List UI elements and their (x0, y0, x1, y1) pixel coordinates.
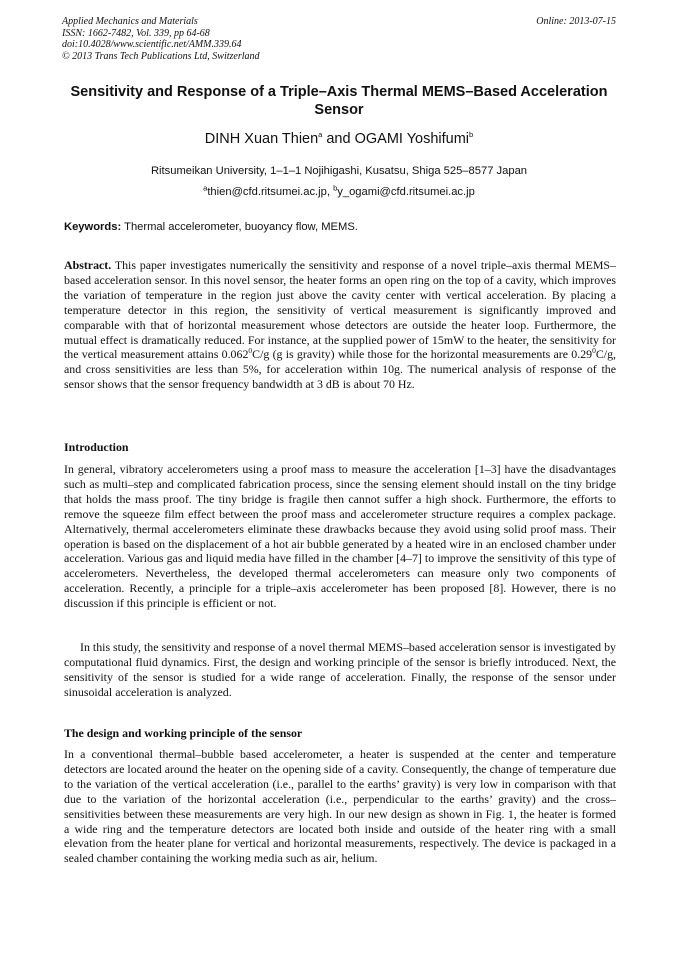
abstract-text-3: C/g, and cross sensitivities are less than 5%, for acceleration within 10g. The numerical analysis of response of the sensor shows that the sensor frequency bandwidth at 3 dB is about 70 Hz. (64, 347, 616, 392)
author-2: OGAMI Yoshifumi (354, 131, 470, 147)
issn-line: ISSN: 1662-7482, Vol. 339, pp 64-68 (62, 27, 210, 39)
keywords (64, 219, 616, 235)
journal-header (62, 16, 616, 62)
abstract-label: Abstract. (64, 258, 112, 272)
degree-superscript-1: 0 (248, 346, 253, 356)
email-a[interactable]: thien@cfd.ritsumei.ac.jp (207, 186, 327, 198)
copyright-line: © 2013 Trans Tech Publications Ltd, Switzerland (62, 50, 260, 62)
journal-name: Applied Mechanics and Materials (62, 16, 198, 27)
author-conjunction: and (322, 131, 355, 147)
introduction-heading: Introduction (64, 440, 129, 454)
email-b-superscript: b (333, 183, 338, 193)
online-date: Online: 2013-07-15 (536, 16, 616, 27)
degree-superscript-2: 0 (592, 346, 596, 356)
author-line (62, 130, 616, 148)
introduction-paragraph-2 (64, 640, 616, 700)
introduction-paragraph-2-text: In this study, the sensitivity and response of a novel thermal MEMS–based acceleration sensor is investigated by computational fluid dynamics. First, the design and working principle of the sensor is briefly introduced. Next, the sensitivity of the sensor is studied for a wide range of acceleration. Finally, the response of the sensor under sinusoidal acceleration is analyzed. (64, 640, 616, 699)
introduction-paragraph-1: In general, vibratory accelerometers using a proof mass to measure the acceleration [1–3] have the disadvantages such as multi–step and complicated fabrication process, since the sensing element should install on the tiny bridge that holds the mass proof. The tiny bridge is fragile then cannot suffer a high shock. Furthermore, the efforts to remove the squeeze film effect between the proof mass and accelerometer structure requires a complex package. Alternatively, thermal accelerometers eliminate these drawbacks because they avoid using solid proof mass. Their operation is based on the displacement of a hot air bubble generated by a heated wire in an enclosed chamber under acceleration. Various gas and liquid media have filled in the chamber [4–7] to improve the sensitivity of this type of accelerometers. Nevertheless, the developed thermal accelerometers can measure only two components of acceleration. Recently, a principle for a triple–axis accelerometer has been proposed [8]. However, there is no discussion if this principle is efficient or not. (64, 462, 616, 611)
keywords-label: Keywords: (64, 221, 122, 233)
abstract-text-2: C/g (g is gravity) while those for the horizontal measurements are 0.29 (252, 347, 593, 362)
abstract (64, 258, 616, 392)
abstract-text-1: This paper investigates numerically the sensitivity and response of a novel triple–axis thermal MEMS–based acceleration sensor. In this novel sensor, the heater forms an open ring on the top of a cavity, which improves the variation of temperature in the region just above the cavity center with vertical acceleration. By placing a temperature detector in this region, the sensitivity of vertical measurement is significantly improved and comparable with that of horizontal measurement whose detectors are outside the heater loop. Furthermore, the mutual effect is dramatically reduced. For instance, at the supplied power of 15mW to the heater, the sensitivity for the vertical measurement attains 0.062 (64, 258, 616, 362)
author-1: DINH Xuan Thien (204, 131, 319, 147)
email-b[interactable]: y_ogami@cfd.ritsumei.ac.jp (337, 186, 475, 198)
design-paragraph-1: In a conventional thermal–bubble based accelerometer, a heater is suspended at the center and temperature detectors are located around the heater on the opening side of a cavity. Consequently, the change of temperature due to the variation of the vertical acceleration (i.e., parallel to the earths’ gravity) is very low in comparison with that due to the variation of the horizontal acceleration (i.e., perpendicular to the earths’ gravity) and the cross–sensitivities between these measurements are very high. In our new design as shown in Fig. 1, the heater is formed a wide ring and the temperature detectors are located both inside and outside of the heater ring with a small elevation from the heater plane for vertical and horizontal measurements, respectively. The device is packaged in a sealed chamber containing the working media such as air, helium. (64, 747, 616, 866)
email-line (62, 184, 616, 200)
email-a-superscript: a (203, 183, 208, 193)
author-2-superscript: b (469, 130, 474, 140)
design-heading: The design and working principle of the sensor (64, 726, 303, 740)
email-separator: , (326, 186, 334, 198)
paper-title: Sensitivity and Response of a Triple–Axis Thermal MEMS–Based Acceleration Sensor (70, 84, 608, 118)
author-1-superscript: a (318, 130, 323, 140)
keywords-text: Thermal accelerometer, buoyancy flow, MEMS. (121, 221, 358, 233)
doi-line[interactable]: doi:10.4028/www.scientific.net/AMM.339.64 (62, 39, 242, 51)
affiliation: Ritsumeikan University, 1–1–1 Nojihigashi, Kusatsu, Shiga 525–8577 Japan (150, 165, 528, 177)
